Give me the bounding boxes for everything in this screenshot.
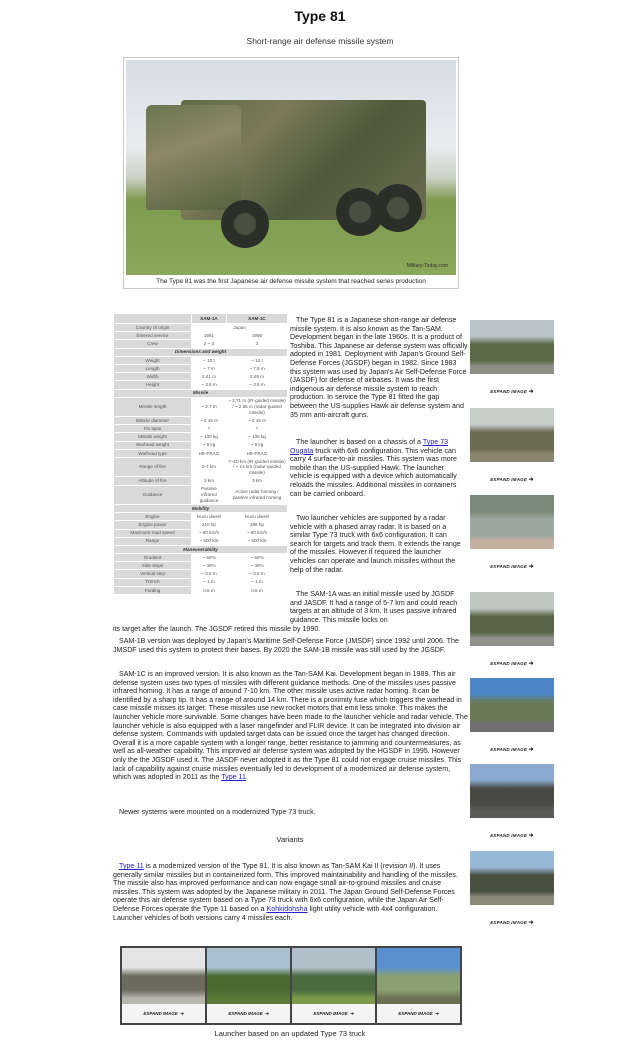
spec-value-sam-1c: HE-FRAG <box>226 449 287 457</box>
specs-section-row <box>114 545 288 553</box>
specs-row <box>114 554 288 562</box>
expand-image-button[interactable]: EXPAND IMAGE ➜ <box>490 833 534 839</box>
thumbnail-image[interactable] <box>470 408 554 462</box>
specifications-table <box>113 313 288 595</box>
expand-arrow-icon: ➜ <box>264 1010 269 1016</box>
spec-value-sam-1c: ~ 105 kg <box>226 433 287 441</box>
spec-value-sam-1c: 3 km <box>226 477 287 485</box>
spec-label: Maximum road speed <box>114 529 192 537</box>
spec-value-sam-1a: ~ 0.16 m <box>192 417 227 425</box>
specs-row <box>114 356 288 364</box>
expand-arrow-icon: ➜ <box>528 564 534 570</box>
link-type-73-ougata[interactable]: Type 73 Ougata <box>290 438 449 455</box>
spec-value-sam-1a: ~ 1 m <box>192 578 227 586</box>
spec-label: Fin span <box>114 425 192 433</box>
spec-value-sam-1c: ~ 3.5 m <box>226 381 287 389</box>
wheel-shape <box>374 184 422 232</box>
hero-figure[interactable] <box>123 57 459 289</box>
specs-row <box>114 458 288 477</box>
spec-label: Country of origin <box>114 324 192 332</box>
spec-value-sam-1a: ~ 90 km/h <box>192 529 227 537</box>
hero-caption: The Type 81 was the first Japanese air defense missile system that reached series production <box>156 278 426 285</box>
hero-image[interactable] <box>126 60 456 275</box>
gallery-item-4[interactable] <box>377 948 460 1023</box>
gallery-image[interactable] <box>207 948 290 1004</box>
spec-value-sam-1c: ~ 2.71 m (IR-guided missile) / ~ 2.85 m (radar-guided missile) <box>228 398 286 415</box>
specs-row <box>114 397 288 416</box>
specs-row <box>114 529 288 537</box>
spec-label: Gradient <box>114 554 192 562</box>
expand-image-button[interactable]: EXPAND IMAGE ➜ <box>490 477 534 483</box>
spec-value-sam-1c: 0.8 m <box>226 586 287 594</box>
spec-value-sam-1a: ~ 60% <box>192 554 227 562</box>
spec-section-heading: Missile <box>114 389 288 397</box>
specs-row <box>114 570 288 578</box>
specs-row <box>114 441 288 449</box>
spec-value-sam-1a: HE-FRAG <box>192 449 227 457</box>
spec-label: Engine <box>114 513 192 521</box>
paragraph-radar: Two launcher vehicles are supported by a radar vehicle with a phased array radar. It is based on a similar Type 73 truck with 6x6 configuration. It can search for targets and track them. It extends the range of the missiles. However if required the launcher vehicles can operate and launch missiles without the help of the radar. <box>290 514 461 574</box>
expand-arrow-icon: ➜ <box>528 833 534 839</box>
spec-label: Width <box>114 373 192 381</box>
thumbnail-6[interactable] <box>470 764 554 839</box>
spec-value-sam-1c: ? <box>226 425 287 433</box>
spec-value-sam-1c: 2.49 m <box>226 373 287 381</box>
specs-row <box>114 485 288 504</box>
truck-cab-shape <box>146 105 241 210</box>
page-title: Type 81 <box>294 8 346 24</box>
specs-row <box>114 324 288 332</box>
paragraph-sam-1a-cont: its target after the launch. The JGSDF retired this missile by 1990. <box>113 625 321 633</box>
expand-arrow-icon: ➜ <box>528 747 534 753</box>
spec-value-sam-1a: ~ 3.5 m <box>192 381 227 389</box>
specs-row <box>114 433 288 441</box>
spec-label: Vertical step <box>114 570 192 578</box>
expand-arrow-icon: ➜ <box>528 477 534 483</box>
spec-value-sam-1a: ~ 9 kg <box>192 441 227 449</box>
expand-arrow-icon: ➜ <box>434 1010 439 1016</box>
image-watermark: Military-Today.com <box>406 263 448 269</box>
spec-value-sam-1a: 1981 <box>192 332 227 340</box>
expand-image-button[interactable]: EXPAND IMAGE ➜ <box>490 661 534 667</box>
page-subtitle: Short-range air defense missile system <box>246 36 394 46</box>
spec-value-sam-1c: ~ 60% <box>226 554 287 562</box>
expand-image-button[interactable]: EXPAND IMAGE ➜ <box>490 920 534 926</box>
spec-label: Weight <box>114 356 192 364</box>
spec-value-sam-1a: ~ 0.5 m <box>192 570 227 578</box>
spec-value-sam-1a: 0.8 m <box>192 586 227 594</box>
expand-arrow-icon: ➜ <box>528 920 534 926</box>
spec-label: Length <box>114 364 192 372</box>
spec-value-sam-1a: ~ 500 km <box>192 537 227 545</box>
expand-image-button[interactable]: EXPAND IMAGE ➜ <box>377 1004 460 1023</box>
spec-value-sam-1a: 210 hp <box>192 521 227 529</box>
spec-value-sam-1a: 3 km <box>192 477 227 485</box>
thumbnail-4[interactable] <box>470 592 554 667</box>
spec-value-sam-1a: Isuzu diesel <box>192 513 227 521</box>
spec-value-sam-1c: 3 <box>226 340 287 348</box>
spec-label: Entered service <box>114 332 192 340</box>
variants-heading: Variants <box>276 835 304 844</box>
expand-image-button[interactable]: EXPAND IMAGE ➜ <box>490 389 534 395</box>
specs-row <box>114 449 288 457</box>
gallery-item-2[interactable] <box>207 948 290 1023</box>
gallery-image[interactable] <box>122 948 205 1004</box>
paragraph-intro: The Type 81 is a Japanese short-range air defense missile system. It is also known as the Tan-SAM. Development began in the late 1960s. It is a product of Toshiba. This Japanese air defense system was officially adopted in 1981. Deployment with Japan's Ground Self-Defense Forces (JGSDF) began in 1982. Since 1983 this system was used by Japan's Air Self-Defense Force (JASDF) for defense of airbases. It was the first indigenous air defense missile system to reach production. In service the Type 81 fitted the gap between the US-supplies Hawk air defense system and 35 mm anti-aircraft guns. <box>290 316 468 419</box>
spec-section-heading: Mobility <box>114 504 288 512</box>
spec-value-sam-1c: Isuzu diesel <box>226 513 287 521</box>
specs-header-row <box>114 314 288 324</box>
spec-value-sam-1a: ~ 7 m <box>192 364 227 372</box>
column-header-blank <box>114 314 192 324</box>
spec-value-sam-1a: 2.41 m <box>192 373 227 381</box>
spec-value-sam-1c: 1995 <box>226 332 287 340</box>
spec-value-sam-1c: Active radar homing / passive infrared homing <box>226 485 287 504</box>
spec-label: Side slope <box>114 562 192 570</box>
paragraph-launcher: The launcher is based on a chassis of a Type 73 Ougata truck with 6x6 configuration. This vehicle can carry 4 surface-to-air missiles. This system was more mobile than the US-supplied Hawk. The launcher vehicle is equipped with a device which automatically reloads the missiles. Additional missiles in containers can be carried onboard. <box>290 438 458 498</box>
expand-image-button[interactable]: EXPAND IMAGE ➜ <box>292 1004 375 1023</box>
expand-arrow-icon: ➜ <box>349 1010 354 1016</box>
spec-label: Missile weight <box>114 433 192 441</box>
expand-arrow-icon: ➜ <box>528 389 534 395</box>
spec-section-heading: Maneuverability <box>114 545 288 553</box>
expand-arrow-icon: ➜ <box>179 1010 184 1016</box>
specs-section-row <box>114 389 288 397</box>
spec-label: Missile length <box>114 397 192 416</box>
spec-value-sam-1a: ? <box>192 425 227 433</box>
specs-row <box>114 513 288 521</box>
spec-value-sam-1a: ~ 100 kg <box>192 433 227 441</box>
gallery-item-3[interactable] <box>292 948 375 1023</box>
spec-value-sam-1a: ~ 2.7 m <box>192 397 227 416</box>
specs-row <box>114 562 288 570</box>
spec-label: Engine power <box>114 521 192 529</box>
gallery-image[interactable] <box>292 948 375 1004</box>
gallery-item-1[interactable] <box>122 948 205 1023</box>
column-header-sam-1c: SAM-1C <box>226 314 287 324</box>
specs-section-row <box>114 348 288 356</box>
spec-label: Crew <box>114 340 192 348</box>
spec-value-sam-1c: ~ 90 km/h <box>226 529 287 537</box>
spec-label: Trench <box>114 578 192 586</box>
specs-row <box>114 340 288 348</box>
thumbnail-7[interactable] <box>470 851 554 926</box>
thumbnail-image[interactable] <box>470 495 554 549</box>
spec-value-sam-1c: 7~10 km (IR-guided missile) / ~ 14 km (radar-guided missile) <box>228 458 286 475</box>
spec-value-sam-1a: 5-7 km <box>192 458 227 477</box>
thumbnail-1[interactable] <box>470 320 554 395</box>
thumbnail-image[interactable] <box>470 851 554 905</box>
spec-value-sam-1a: Passive infrared guidance <box>192 485 227 504</box>
specs-section-row <box>114 504 288 512</box>
paragraph-sam-1c: SAM-1C is an improved version. It is also known as the Tan-SAM Kai. Development began in 1989. This air defense system uses two types of missiles with different guidance methods. One of the missiles uses passive infrared homing. It has a range of around 7-10 km. The other missile uses active radar homing. It can be identified by a sharp tip. It has a range of around 14 km. There is a proximity fuse which triggers the warhead in case missile misses its target. These missiles use new rocket motors that emit less smoke. This makes the launcher vehicle more survivable. Some changes have been made to the launcher vehicle and radar vehicle. The launcher vehicle is also equipped with a laser rangefinder and FLIR device. It can be integrated into division air defense system. Commands with updated target data can be issued once the target has changed direction. Overall it is a more capable system with a longer range, better resistance to jamming and countermeasures, as well as all-weather capability. This improved air defense system was adopted by the HGSDF in 1995. However only the the JGSDF used it. The JASDF never adopted it as the Type 81 could not engage cruise missiles. This lack of capability against cruise missiles eventually led to development of a modernized air defense system, which was adopted in 2011 as the Type 11. <box>113 670 468 782</box>
expand-image-button[interactable]: EXPAND IMAGE ➜ <box>207 1004 290 1023</box>
link-type-11[interactable]: Type 11 <box>221 773 246 782</box>
link-type-11-variant[interactable]: Type 11 <box>119 862 144 870</box>
spec-value-sam-1c: ~ 10 t <box>226 356 287 364</box>
spec-label: Missile diameter <box>114 417 192 425</box>
specs-row <box>114 364 288 372</box>
spec-label: Height <box>114 381 192 389</box>
gallery-caption: Launcher based on an updated Type 73 truck <box>214 1029 366 1038</box>
thumbnail-3[interactable] <box>470 495 554 570</box>
paragraph-sam-1a: The SAM-1A was an initial missile used by JGSDF and JASDF. It had a range of 5-7 km and could reach targets at an altitude of 3 km. It uses passive infrared guidance. This missile locks on <box>290 590 458 624</box>
spec-value-sam-1c: ~ 0.16 m <box>226 417 287 425</box>
spec-value-sam-1c: ~ 7.5 m <box>226 364 287 372</box>
thumbnail-image[interactable] <box>470 320 554 374</box>
spec-value-sam-1c: ~ 500 km <box>226 537 287 545</box>
spec-value-sam-1c: ~ 30% <box>226 562 287 570</box>
expand-image-button[interactable]: EXPAND IMAGE ➜ <box>490 564 534 570</box>
spec-label: Fording <box>114 586 192 594</box>
spec-label: Range <box>114 537 192 545</box>
spec-label: Range of fire <box>114 458 192 477</box>
gallery-image[interactable] <box>377 948 460 1004</box>
spec-label: Altitude of fire <box>114 477 192 485</box>
thumbnail-image[interactable] <box>470 764 554 818</box>
specs-row <box>114 381 288 389</box>
spec-label: Warhead type <box>114 449 192 457</box>
spec-value: Japan <box>192 324 288 332</box>
link-kohkidohsha[interactable]: Kohkidohsha <box>266 904 308 913</box>
spec-label: Warhead weight <box>114 441 192 449</box>
spec-value-sam-1a: 2 ~ 3 <box>192 340 227 348</box>
spec-section-heading: Dimensions and weight <box>114 348 288 356</box>
spec-value-sam-1c: 286 hp <box>226 521 287 529</box>
specs-row <box>114 425 288 433</box>
paragraph-newer-systems: Newer systems were mounted on a modernized Type 73 truck. <box>119 808 316 816</box>
paragraph-type-11-variant: Type 11 is a modernized version of the Type 81. It is also known as Tan-SAM Kai II (revision II). It uses generally similar missiles but in containerized form. This improved maintainability and handling of the missiles. The missile also has improved performance and can now engage small air-to-ground missiles and cruise missiles. This system was adopted by the Japanese military in 2011. The Japan Ground Self-Defense Forces operate this air defense system based on a Type 73 truck with 6x6 configuration, while the Japan Air Self-Defense Forces operate the Type 11 based on a Kohkidohsha light utility vehicle with 4x4 configuration. Launcher vehicles of both versions carry 4 missiles each. <box>113 862 458 922</box>
thumbnail-image[interactable] <box>470 592 554 646</box>
thumbnail-5[interactable] <box>470 678 554 753</box>
specs-row <box>114 586 288 594</box>
specs-row <box>114 373 288 381</box>
image-gallery <box>120 946 462 1025</box>
thumbnail-2[interactable] <box>470 408 554 483</box>
spec-value-sam-1a: ~ 10 t <box>192 356 227 364</box>
specs-row <box>114 477 288 485</box>
spec-value-sam-1a: ~ 30% <box>192 562 227 570</box>
column-header-sam-1a: SAM-1A <box>192 314 227 324</box>
expand-arrow-icon: ➜ <box>528 661 534 667</box>
paragraph-sam-1b: SAM-1B version was deployed by Japan's Maritime Self-Defense Force (JMSDF) since 1992 until 2006. The JMSDF used this system to protect their bases. By 2020 the SAM-1B missile was still used by the JGSDF. <box>113 637 459 654</box>
specs-row <box>114 332 288 340</box>
specs-row <box>114 417 288 425</box>
specs-row <box>114 537 288 545</box>
specs-row <box>114 521 288 529</box>
spec-value-sam-1c: ~ 9 kg <box>226 441 287 449</box>
expand-image-button[interactable]: EXPAND IMAGE ➜ <box>490 747 534 753</box>
specs-row <box>114 578 288 586</box>
spec-label: Guidance <box>114 485 192 504</box>
thumbnail-image[interactable] <box>470 678 554 732</box>
expand-image-button[interactable]: EXPAND IMAGE ➜ <box>122 1004 205 1023</box>
wheel-shape <box>221 200 269 248</box>
spec-value-sam-1c: ~ 0.5 m <box>226 570 287 578</box>
spec-value-sam-1c: ~ 1 m <box>226 578 287 586</box>
